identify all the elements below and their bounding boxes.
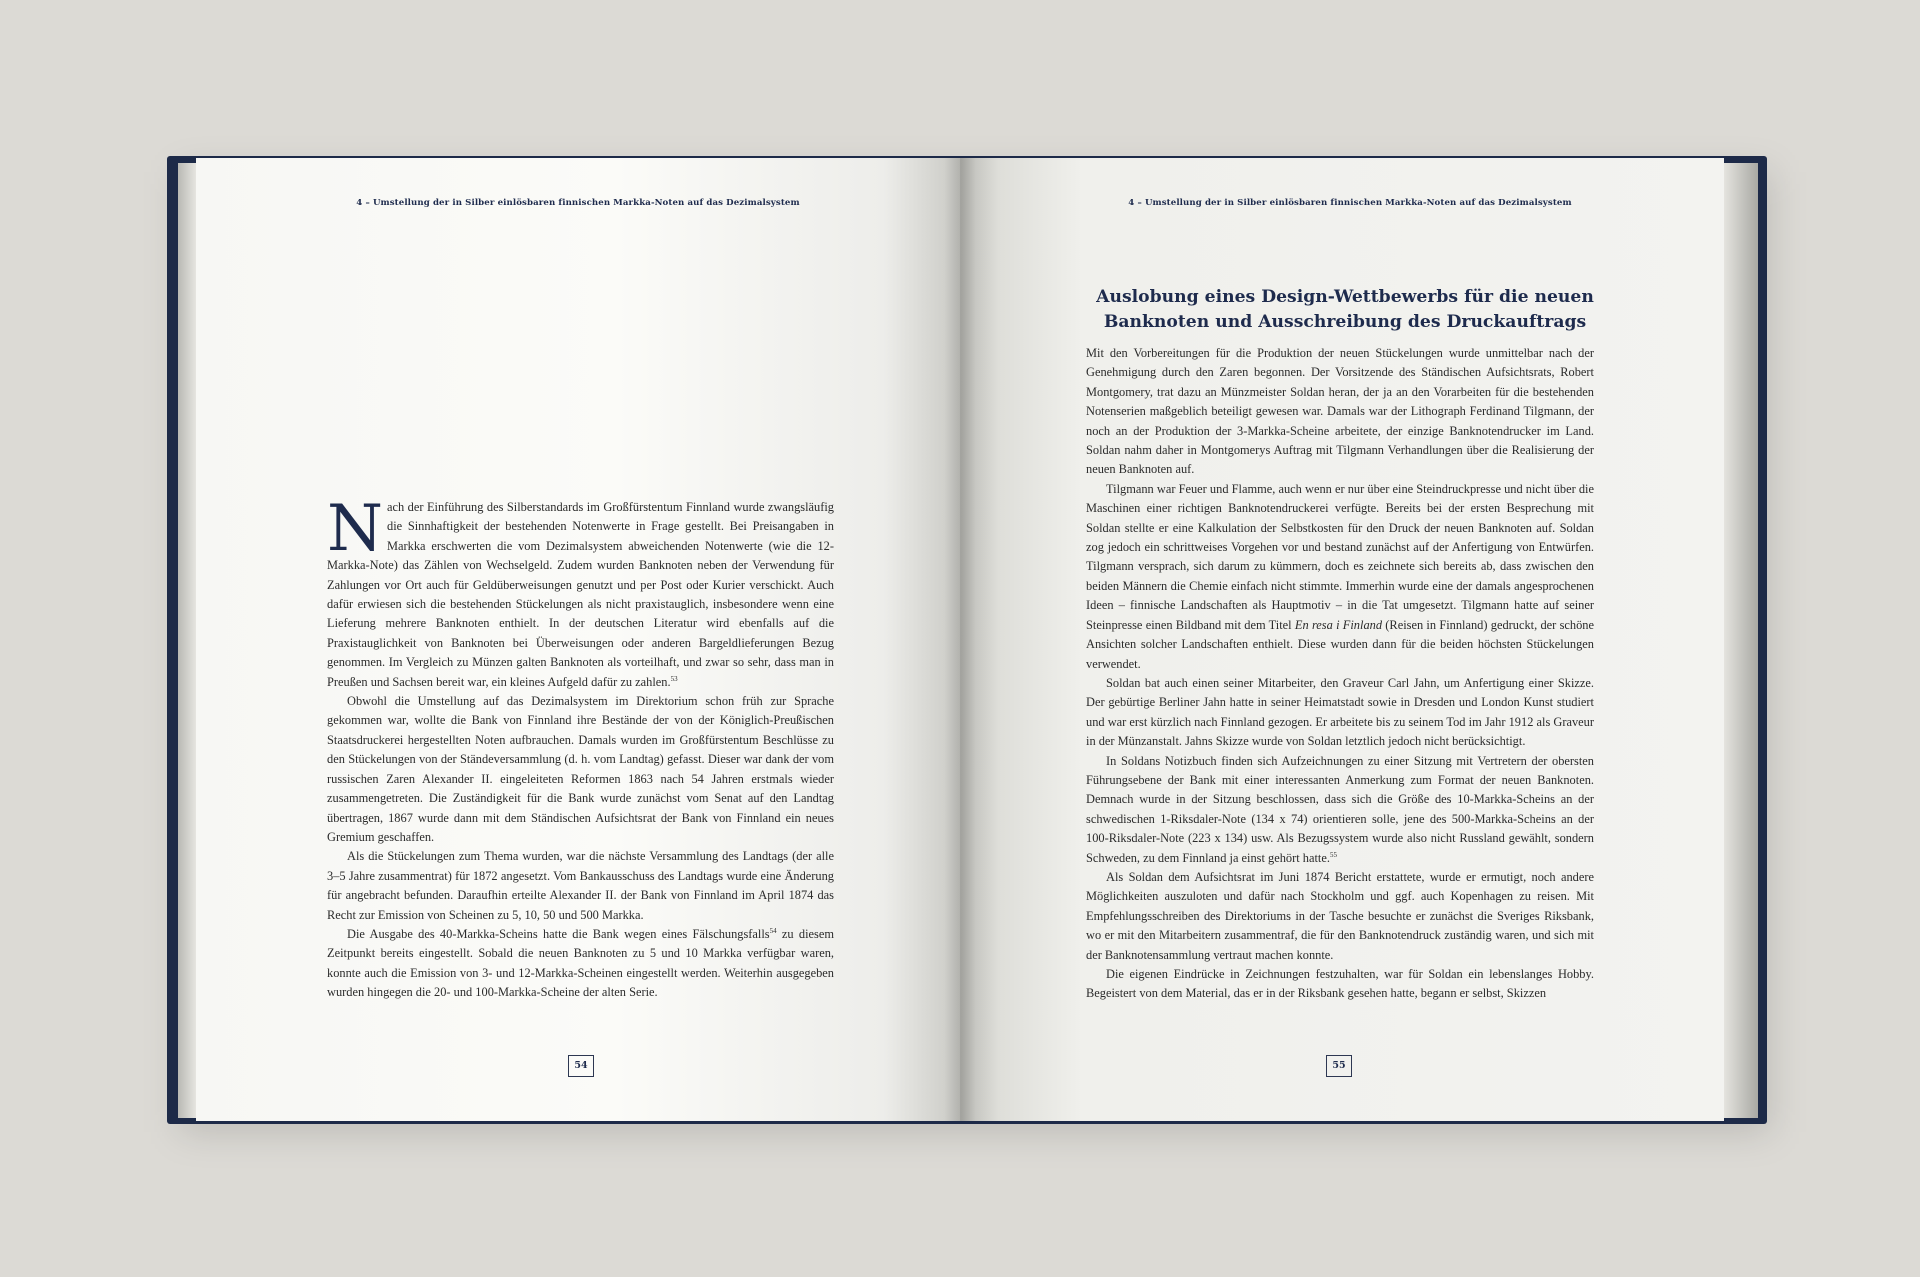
left-page-edges (178, 163, 196, 1118)
section-title-line: Banknoten und Ausschreibung des Druckauftrags (1103, 312, 1587, 332)
running-head: 4 – Umstellung der in Silber einlösbaren finnischen Markka-Noten auf das Dezimalsystem (356, 198, 800, 208)
paragraph (1086, 480, 1594, 674)
paragraph: Obwohl die Umstellung auf das Dezimalsystem im Direktorium schon früh zur Sprache gekommen war, wollte die Bank von Finnland ihre Bestände der von der Königlich-Preußischen Staatsdruckerei hergestellten Noten aufbrauchen. Damals wurden im Großfürstentum Beschlüsse zu den Stückelungen von der Ständeversammlung (d. h. vom Landtag) gefasst. Dieser war dank der vom russischen Zaren Alexander II. eingeleiteten Reformen 1863 nach 54 Jahren erstmals wieder zusammengetreten. Die Zuständigkeit für die Bank wurde zunächst vom Senat auf den Landtag übertragen, 1867 wurde dann mit dem Ständischen Aufsichtsrat der Bank von Finnland ein neues Gremium geschaffen. (327, 694, 834, 844)
paragraph-text: Die Ausgabe des 40-Markka-Scheins hatte die Bank wegen eines Fälschungsfalls (347, 926, 770, 941)
footnote-ref: 53 (670, 674, 678, 683)
footnote-ref: 55 (1329, 850, 1337, 859)
paragraph: Als die Stückelungen zum Thema wurden, war die nächste Versammlung des Landtags (der alle 3–5 Jahre zusammentrat) für 1872 angesetzt. Vom Bankausschuss des Landtags wurde eine Änderung für angebracht befunden. Daraufhin erteilte Alexander II. der Bank von Finnland im April 1874 das Recht zur Emission von Scheinen zu 5, 10, 50 und 500 Markka. (327, 849, 834, 922)
paragraph (327, 492, 834, 692)
section-title-line: Auslobung eines Design-Wettbewerbs für die neuen (1096, 287, 1594, 307)
paragraph: Die eigenen Eindrücke in Zeichnungen festzuhalten, war für Soldan ein lebenslanges Hobby. Begeistert von dem Material, das er in der Riksbank gesehen hatte, begann er selbst, Skizzen (1086, 967, 1594, 1001)
section-title (1060, 285, 1630, 335)
page-number: 55 (1326, 1055, 1352, 1077)
left-body-text (327, 492, 834, 1003)
left-page (196, 158, 960, 1121)
page-number: 54 (568, 1055, 594, 1077)
footnote-ref: 54 (769, 926, 777, 935)
paragraph (1086, 752, 1594, 868)
paragraph-text: In Soldans Notizbuch finden sich Aufzeichnungen zu einer Sitzung mit Vertretern der obersten Führungsebene der Bank mit einer interessanten Anmerkung zum Format der neuen Banknoten. Demnach wurde in der Sitzung beschlossen, dass sich die Größe des 10-Markka-Scheins an der schwedischen 1-Riksdaler-Note (134 x 74) orientieren solle, jene des 500-Markka-Scheins an der 100-Riksdaler-Note (223 x 134) usw. Als Bezugssystem wurde also nicht Russland gewählt, sondern Schweden, zu dem Finnland ja einst gehört hatte. (1086, 753, 1594, 865)
paragraph (327, 925, 834, 1003)
drop-cap: N (327, 492, 383, 566)
paragraph-text: zu diesem Zeitpunkt bereits eingestellt. Sobald die neuen Banknoten zu 5 und 10 Markka verfügbar waren, konnte auch die Emission von 3- und 12-Markka-Scheinen eingestellt werden. Weiterhin ausgegeben wurden hingegen die 20- und 100-Markka-Scheine der alten Serie. (327, 926, 834, 1000)
right-body-text (1086, 344, 1594, 1004)
paragraph: Soldan bat auch einen seiner Mitarbeiter, den Graveur Carl Jahn, um Anfertigung einer Skizze. Der gebürtige Berliner Jahn hatte in seiner Heimatstadt sowie in Dresden und London Kunst studiert und war erst kürzlich nach Finnland gezogen. Er arbeitete bis zu seinem Tod im Jahr 1912 als Graveur in der Münzanstalt. Jahns Skizze wurde von Soldan letztlich jedoch nicht berücksichtigt. (1086, 675, 1594, 749)
running-head: 4 – Umstellung der in Silber einlösbaren finnischen Markka-Noten auf das Dezimalsystem (1128, 198, 1572, 208)
paragraph-text: (Reisen in Finnland) gedruckt, der schöne Ansichten solcher Landschaften enthielt. Diese wurden dann für die beiden höchsten Stückelungen verwendet. (1086, 617, 1594, 671)
right-page-edges (1722, 163, 1758, 1118)
paragraph-text: ach der Einführung des Silberstandards im Großfürstentum Finnland wurde zwangsläufig die Sinnhaftigkeit der bestehenden Notenwerte in Frage gestellt. Bei Preisangaben in Markka erschwerten die vom Dezimalsystem abweichenden Notenwerte (wie die 12-Markka-Note) das Zählen von Wechselgeld. Zudem wurden Banknoten neben der Verwendung für Zahlungen vor Ort auch für Geldüberweisungen genutzt und per Post oder Kurier verschickt. Auch dafür erwiesen sich die bestehenden Stückelungen als nicht praxistauglich, insbesondere wenn eine Lieferung mehrere Banknoten enthielt. In der deutschen Literatur wird ebenfalls auf die Praxistauglichkeit von Banknoten bei Überweisungen oder anderen Bargeldlieferungen Bezug genommen. Im Vergleich zu Münzen galten Banknoten als vorteilhaft, und zwar so sehr, dass man in Preußen und Sachsen bereit war, ein kleines Aufgeld dafür zu zahlen. (327, 500, 834, 689)
paragraph-text: Tilgmann war Feuer und Flamme, auch wenn er nur über eine Steindruckpresse und nicht über die Maschinen einer richtigen Banknotendruckerei verfügte. Bereits bei der ersten Besprechung mit Soldan stellte er eine Kalkulation der Selbstkosten für den Druck der neuen Banknoten auf. Soldan zog jedoch ein schrittweises Vorgehen vor und bestand zunächst auf der Anfertigung von Entwürfen. Tilgmann versprach, sich darum zu kümmern, doch es zeichnete sich bereits ab, dass zwischen den beiden Männern die Chemie einfach nicht stimmte. Immerhin wurde eine der damals angesprochenen Ideen – finnische Landschaften als Hauptmotiv – in die Tat umgesetzt. Tilgmann hatte auf seiner Steinpresse einen Bildband mit dem Titel (1086, 481, 1594, 632)
book-title-italic: En resa i Finland (1294, 617, 1383, 632)
paragraph: Als Soldan dem Aufsichtsrat im Juni 1874 Bericht erstattete, wurde er ermutigt, noch andere Möglichkeiten auszuloten und dafür nach Stockholm und ggf. auch Kopenhagen zu reisen. Mit Empfehlungsschreiben des Direktoriums in der Tasche besuchte er zunächst die Sveriges Riksbank, wo er mit den Mitarbeitern zusammentraf, die für den Banknotendruck zuständig waren, und sich mit der Banknotensammlung vertraut machen konnte. (1086, 869, 1594, 962)
paragraph: Mit den Vorbereitungen für die Produktion der neuen Stückelungen wurde unmittelbar nach der Genehmigung durch den Zaren begonnen. Der Vorsitzende des Ständischen Aufsichtsrats, Robert Montgomery, trat dazu an Münzmeister Soldan heran, der ja an den Vorarbeiten für die bestehenden Notenserien maßgeblich beteiligt gewesen war. Damals war der Lithograph Ferdinand Tilgmann, der noch an der Produktion der 3-Markka-Scheine arbeitete, der einzige Banknotendrucker im Land. Soldan nahm daher in Montgomerys Auftrag mit Tilgmann Verhandlungen über die Realisierung der neuen Banknoten auf. (1086, 346, 1594, 477)
right-page (960, 158, 1724, 1121)
book-gutter (944, 158, 976, 1121)
